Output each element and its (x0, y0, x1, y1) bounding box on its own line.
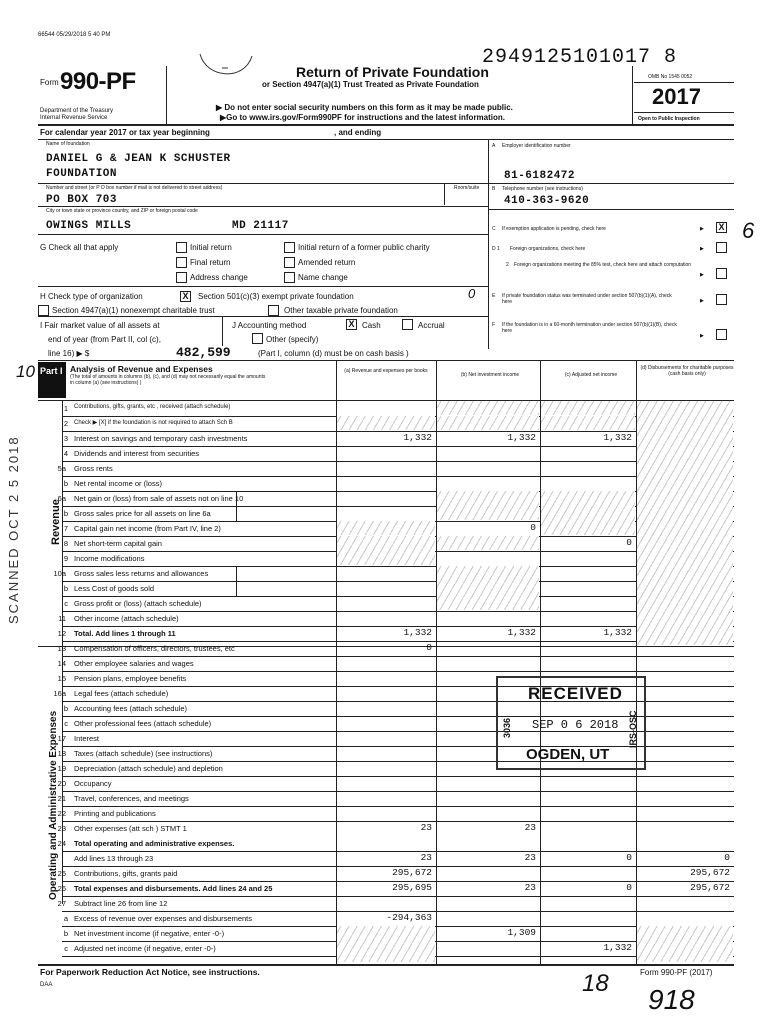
amended-return-checkbox[interactable] (284, 257, 295, 268)
phone-value: 410-363-9620 (504, 195, 590, 207)
other-taxable-checkbox[interactable] (268, 305, 279, 316)
initial-return-label: Initial return (190, 243, 232, 252)
row-label: Occupancy (74, 779, 112, 788)
form-number: 990-PF (60, 68, 136, 95)
amended-return-label: Amended return (298, 258, 356, 267)
row-number: 25 (57, 869, 66, 878)
termination-60-checkbox[interactable] (716, 329, 727, 340)
row-number: 9 (63, 554, 68, 563)
ein-value: 81-6182472 (504, 170, 576, 182)
row-label: Net short-term capital gain (74, 539, 162, 548)
row-number: 15 (57, 674, 66, 683)
foreign-org-checkbox[interactable] (716, 242, 727, 253)
col-d-value: 295,672 (690, 867, 730, 878)
col-b-value: 23 (524, 852, 536, 863)
dept-line-1: Department of the Treasury (40, 108, 114, 114)
row-label: Other income (attach schedule) (74, 614, 179, 623)
row-divider (62, 461, 734, 462)
room-label: Room/suite (454, 185, 480, 191)
row-label: Net investment income (if negative, enter -0-) (74, 929, 225, 938)
row-label: Interest on savings and temporary cash investments (74, 434, 248, 443)
row-number: 18 (57, 749, 66, 758)
row-number: 21 (57, 794, 66, 803)
row-number: 8 (63, 539, 68, 548)
row-label: Gross sales price for all assets on line 6a (74, 509, 211, 518)
row-number: 23 (57, 824, 66, 833)
row-number: 2 (63, 419, 68, 428)
col-d-value: 295,672 (690, 882, 730, 893)
termination-60-label: If the foundation is in a 60-month termination under section 507(b)(1)(B), check here (502, 322, 677, 334)
exemption-pending-checkbox[interactable]: X (716, 222, 727, 233)
initial-return-former-label: Initial return of a former public charity (298, 243, 430, 252)
row-label: Add lines 13 through 23 (74, 854, 154, 863)
terminated-status-checkbox[interactable] (716, 294, 727, 305)
other-taxable-label: Other taxable private foundation (284, 306, 398, 315)
omb-number: OMB No 1545 0052 (648, 74, 693, 80)
row-divider (62, 791, 734, 792)
row-divider (62, 896, 734, 897)
address-change-checkbox[interactable] (176, 272, 187, 283)
row-number: b (63, 584, 68, 593)
foreign-85-checkbox[interactable] (716, 268, 727, 279)
part1-heading: Analysis of Revenue and Expenses (70, 364, 213, 374)
stamp-received-text: RECEIVED (528, 684, 623, 703)
cash-basis-note: (Part I, column (d) must be on cash basis ) (258, 349, 409, 358)
row-label: Interest (74, 734, 100, 743)
row-number: b (63, 704, 68, 713)
col-a-value: 295,672 (392, 867, 432, 878)
row-label: Pension plans, employee benefits (74, 674, 187, 683)
row-label: Accounting fees (attach schedule) (74, 704, 187, 713)
row-number: a (63, 914, 68, 923)
foundation-name-1: DANIEL G & JEAN K SCHUSTER (46, 153, 231, 165)
row-label: Capital gain net income (from Part IV, line 2) (74, 524, 221, 533)
row-number: c (64, 944, 68, 953)
handwritten-mark-4: 18 (582, 970, 609, 997)
stamp-right-code: IRS-OSC (628, 710, 638, 748)
fmv-value: 482,599 (176, 345, 231, 360)
row-number: 16a (53, 689, 66, 698)
row-label: Subtract line 26 from line 12 (74, 899, 168, 908)
scanned-stamp: SCANNED OCT 2 5 2018 (6, 435, 21, 624)
paperwork-notice: For Paperwork Reduction Act Notice, see instructions. (40, 967, 260, 977)
revenue-side-label: Revenue (50, 499, 62, 545)
phone-label: Telephone number (see instructions) (502, 186, 583, 192)
row-label: Printing and publications (74, 809, 156, 818)
row-number: b (63, 929, 68, 938)
and-ending: , and ending (334, 128, 382, 137)
col-d-header: (d) Disbursements for charitable purposes (cash basis only) (640, 365, 734, 377)
expenses-side-label: Operating and Administrative Expenses (48, 710, 59, 900)
row-number: 13 (57, 644, 66, 653)
row-divider (62, 566, 734, 567)
row-number: 3 (63, 434, 68, 443)
col-a-value: 23 (420, 822, 432, 833)
row-number: b (63, 509, 68, 518)
tax-year: 2017 (652, 84, 701, 109)
row-number: 6a (57, 494, 66, 503)
terminated-status-label: If private foundation status was terminated under section 507(b)(1)(A), check here (502, 293, 672, 305)
col-a-value: 0 (426, 642, 432, 653)
stamp-date: SEP 0 6 2018 (532, 718, 619, 732)
row-label: Less Cost of goods sold (74, 584, 155, 593)
instructions-link[interactable]: ▶Go to www.irs.gov/Form990PF for instructions and the latest information. (220, 113, 505, 122)
row-label: Other employee salaries and wages (74, 659, 194, 668)
other-method-label: Other (specify) (266, 335, 319, 344)
col-b-header: (b) Net investment income (460, 372, 520, 378)
row-label: Income modifications (74, 554, 145, 563)
row-label: Total. Add lines 1 through 11 (74, 629, 176, 638)
col-b-value: 23 (524, 822, 536, 833)
city-label: City or town state or province country, and ZIP or foreign postal code (46, 208, 198, 214)
row-divider (62, 476, 734, 477)
row-number: 4 (63, 449, 68, 458)
irs-eagle-logo (196, 48, 256, 84)
row-label: Dividends and interest from securities (74, 449, 200, 458)
row-number: 11 (58, 614, 66, 623)
col-c-header: (c) Adjusted net income (564, 372, 618, 378)
col-a-value: 1,332 (403, 627, 432, 638)
dln-number: 2949125101017 8 (482, 46, 678, 69)
foreign-85-label: Foreign organizations meeting the 85% test, check here and attach computation (514, 262, 692, 268)
row-label: Adjusted net income (if negative, enter -0-) (74, 944, 216, 953)
row-number: 27 (57, 899, 66, 908)
row-label: Other expenses (att sch ) STMT 1 (74, 824, 187, 833)
row-label: Other professional fees (attach schedule) (74, 719, 212, 728)
row-label: Gross rents (74, 464, 113, 473)
col-b-value: 23 (524, 882, 536, 893)
foundation-name-2: FOUNDATION (46, 168, 118, 180)
top-timestamp: 66544 05/29/2018 5 40 PM (38, 32, 111, 38)
col-d-value: 0 (724, 852, 730, 863)
row-label: Taxes (attach schedule) (see instructions) (74, 749, 213, 758)
dept-line-2: Internal Revenue Service (40, 115, 108, 121)
col-c-value: 0 (626, 852, 632, 863)
col-b-value: 1,332 (507, 432, 536, 443)
initial-return-former-checkbox[interactable] (284, 242, 295, 253)
row-divider (62, 611, 734, 612)
row-label: Gross profit or (loss) (attach schedule) (74, 599, 202, 608)
row-number: 14 (57, 659, 66, 668)
col-a-value: 1,332 (403, 432, 432, 443)
col-c-value: 1,332 (603, 432, 632, 443)
row-label: Legal fees (attach schedule) (74, 689, 169, 698)
received-stamp (496, 676, 646, 770)
city: OWINGS MILLS (46, 220, 132, 232)
form-subtitle: or Section 4947(a)(1) Trust Treated as Private Foundation (262, 80, 479, 89)
accounting-method-label: J Accounting method (232, 321, 307, 330)
name-change-checkbox[interactable] (284, 272, 295, 283)
name-change-label: Name change (298, 273, 348, 282)
col-a-value: -294,363 (386, 912, 432, 923)
check-all-label: G Check all that apply (40, 243, 119, 252)
row-number: 12 (57, 629, 66, 638)
col-a-value: 23 (420, 852, 432, 863)
initial-return-checkbox[interactable] (176, 242, 187, 253)
state-zip: MD 21117 (232, 220, 289, 232)
col-c-value: 1,332 (603, 942, 632, 953)
section-501c3-label: Section 501(c)(3) exempt private foundation (198, 292, 354, 301)
row-number: 22 (57, 809, 66, 818)
row-number: 24 (57, 839, 66, 848)
address-change-label: Address change (190, 273, 248, 282)
calendar-year-line: For calendar year 2017 or tax year beginning (40, 128, 210, 137)
row-label: Travel, conferences, and meetings (74, 794, 189, 803)
org-type-label: H Check type of organization (40, 292, 143, 301)
row-number: 19 (57, 764, 66, 773)
handwritten-mark-2: 0 (468, 286, 476, 301)
fmv-label-1: I Fair market value of all assets at (40, 321, 160, 330)
row-label: Contributions, gifts, grants paid (74, 869, 178, 878)
other-method-checkbox[interactable] (252, 333, 263, 344)
row-label: Compensation of officers, directors, trustees, etc (74, 644, 235, 653)
row-number: c (64, 599, 68, 608)
cash-label: Cash (362, 321, 381, 330)
col-b-value: 1,332 (507, 627, 536, 638)
handwritten-mark-1: 6 (742, 218, 755, 243)
row-divider (62, 581, 734, 582)
row-number: b (63, 479, 68, 488)
accrual-checkbox[interactable] (402, 319, 413, 330)
row-label: Depreciation (attach schedule) and depletion (74, 764, 223, 773)
row-number: 20 (57, 779, 66, 788)
section-4947-label: Section 4947(a)(1) nonexempt charitable trust (52, 306, 215, 315)
row-label: Total expenses and disbursements. Add lines 24 and 25 (74, 884, 273, 893)
section-4947-checkbox[interactable] (38, 305, 49, 316)
row-label: Net rental income or (loss) (74, 479, 162, 488)
form-prefix: Form (40, 78, 59, 87)
col-b-value: 0 (530, 522, 536, 533)
col-c-value: 0 (626, 537, 632, 548)
row-label: Net gain or (loss) from sale of assets not on line 10 (74, 494, 244, 503)
row-divider (62, 836, 734, 837)
stamp-left-code: 3036 (502, 717, 512, 738)
accrual-label: Accrual (418, 321, 445, 330)
street-address: PO BOX 703 (46, 194, 118, 206)
final-return-label: Final return (190, 258, 231, 267)
row-label: Total operating and administrative expenses. (74, 839, 235, 848)
row-number: 5a (57, 464, 66, 473)
row-divider (62, 446, 734, 447)
ssn-warning: ▶ Do not enter social security numbers on this form as it may be made public. (216, 103, 513, 112)
row-label: Check ▶ [X] if the foundation is not required to attach Sch B (74, 420, 233, 426)
street-label: Number and street (or P O box number if mail is not delivered to street address) (46, 185, 223, 191)
row-label: Excess of revenue over expenses and disbursements (74, 914, 253, 923)
row-divider (62, 656, 734, 657)
part1-label: Part I (40, 366, 63, 376)
fmv-label-2: end of year (from Part II, col (c), (48, 335, 161, 344)
row-number: c (64, 719, 68, 728)
row-number: 10a (53, 569, 66, 578)
cash-checkbox[interactable]: X (346, 319, 357, 330)
foreign-org-label: Foreign organizations, check here (510, 246, 586, 252)
row-number: 26 (57, 884, 66, 893)
row-number: 17 (57, 734, 66, 743)
col-c-value: 1,332 (603, 627, 632, 638)
row-label: Contributions, gifts, grants, etc , received (attach schedule) (74, 404, 231, 410)
final-return-checkbox[interactable] (176, 257, 187, 268)
col-b-value: 1,309 (507, 927, 536, 938)
handwritten-mark-3: 10 (16, 362, 35, 381)
fmv-label-3: line 16) ▶ $ (48, 349, 90, 358)
col-a-value: 295,695 (392, 882, 432, 893)
form-reference: Form 990-PF (2017) (640, 968, 713, 977)
row-number: 1 (63, 404, 68, 413)
row-number: 7 (63, 524, 68, 533)
name-label: Name of foundation (46, 141, 90, 147)
ein-label: Employer identification number (502, 143, 571, 149)
exemption-pending-label: If exemption application is pending, check here (502, 226, 606, 232)
part1-description: (The total of amounts in columns (b), (c), and (d) may not necessarily equal the amounts in column (a) (see instructions) ) (70, 374, 266, 386)
col-a-header: (a) Revenue and expenses per books (344, 368, 428, 374)
row-divider (62, 776, 734, 777)
handwritten-mark-5: 918 (648, 984, 695, 1015)
open-to-public: Open to Public Inspection (638, 116, 700, 122)
row-divider (62, 596, 734, 597)
row-divider (62, 671, 734, 672)
form-title: Return of Private Foundation (296, 64, 489, 80)
col-c-value: 0 (626, 882, 632, 893)
stamp-city: OGDEN, UT (526, 746, 610, 763)
section-501c3-checkbox[interactable]: X (180, 291, 191, 302)
row-label: Gross sales less returns and allowances (74, 569, 209, 578)
daa-label: DAA (40, 982, 53, 988)
row-divider (62, 806, 734, 807)
